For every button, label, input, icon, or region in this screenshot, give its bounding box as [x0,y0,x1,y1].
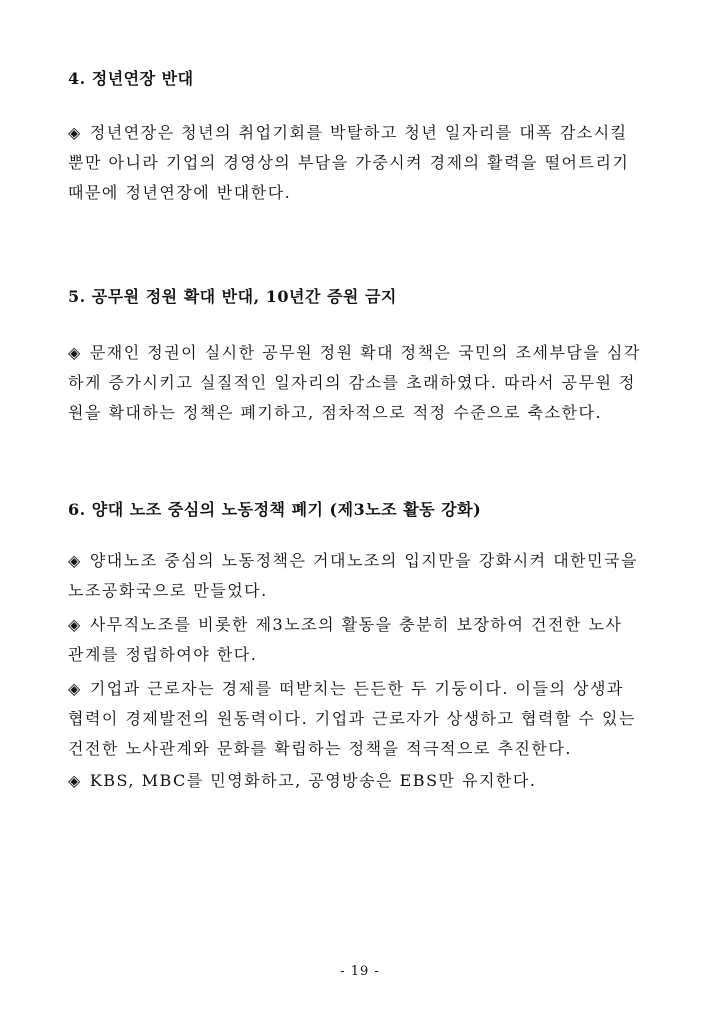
paragraph-line: 협력이 경제발전의 원동력이다. 기업과 근로자가 상생하고 협력할 수 있는 [68,709,636,728]
paragraph-line: 뿐만 아니라 기업의 경영상의 부담을 가중시켜 경제의 활력을 떨어트리기 [68,153,630,172]
section-4-paragraph-1 [68,118,664,208]
paragraph-line: 사무직노조를 비롯한 제3노조의 활동을 충분히 보장하여 건전한 노사 [89,615,623,634]
diamond-bullet-icon: ◈ [68,679,82,698]
paragraph-line: 양대노조 중심의 노동정책은 거대노조의 입지만을 강화시켜 대한민국을 [89,551,639,570]
section-6-paragraph-2 [68,610,664,670]
paragraph-line: 기업과 근로자는 경제를 떠받치는 든든한 두 기둥이다. 이들의 상생과 [89,679,624,698]
paragraph-line: 때문에 정년연장에 반대한다. [68,183,292,202]
page-number: - 19 - [340,964,380,979]
section-6-paragraph-4 [68,766,664,796]
paragraph-line: 노조공화국으로 만들었다. [68,581,268,600]
paragraph-line: 하게 증가시키고 실질적인 일자리의 감소를 초래하였다. 따라서 공무원 정 [68,373,636,392]
section-heading-6: 6. 양대 노조 중심의 노동정책 폐기 (제3노조 활동 강화) [68,500,482,519]
paragraph-line: 관계를 정립하여야 한다. [68,645,258,664]
paragraph-line: 원을 확대하는 정책은 폐기하고, 점차적으로 적정 수준으로 축소한다. [68,403,603,422]
diamond-bullet-icon: ◈ [68,551,82,570]
section-heading-4: 4. 정년연장 반대 [68,69,194,88]
section-6-paragraph-1 [68,546,664,606]
diamond-bullet-icon: ◈ [68,615,82,634]
section-heading-5: 5. 공무원 정원 확대 반대, 10년간 증원 금지 [68,287,397,306]
diamond-bullet-icon: ◈ [68,123,82,142]
section-5-paragraph-1 [68,338,664,428]
paragraph-line: 정년연장은 청년의 취업기회를 박탈하고 청년 일자리를 대폭 감소시킬 [89,123,628,142]
paragraph-line: KBS, MBC를 민영화하고, 공영방송은 EBS만 유지한다. [89,771,537,790]
section-6-paragraph-3 [68,674,664,764]
diamond-bullet-icon: ◈ [68,343,82,362]
diamond-bullet-icon: ◈ [68,771,82,790]
paragraph-line: 건전한 노사관계와 문화를 확립하는 정책을 적극적으로 추진한다. [68,739,572,758]
paragraph-line: 문재인 정권이 실시한 공무원 정원 확대 정책은 국민의 조세부담을 심각 [89,343,641,362]
